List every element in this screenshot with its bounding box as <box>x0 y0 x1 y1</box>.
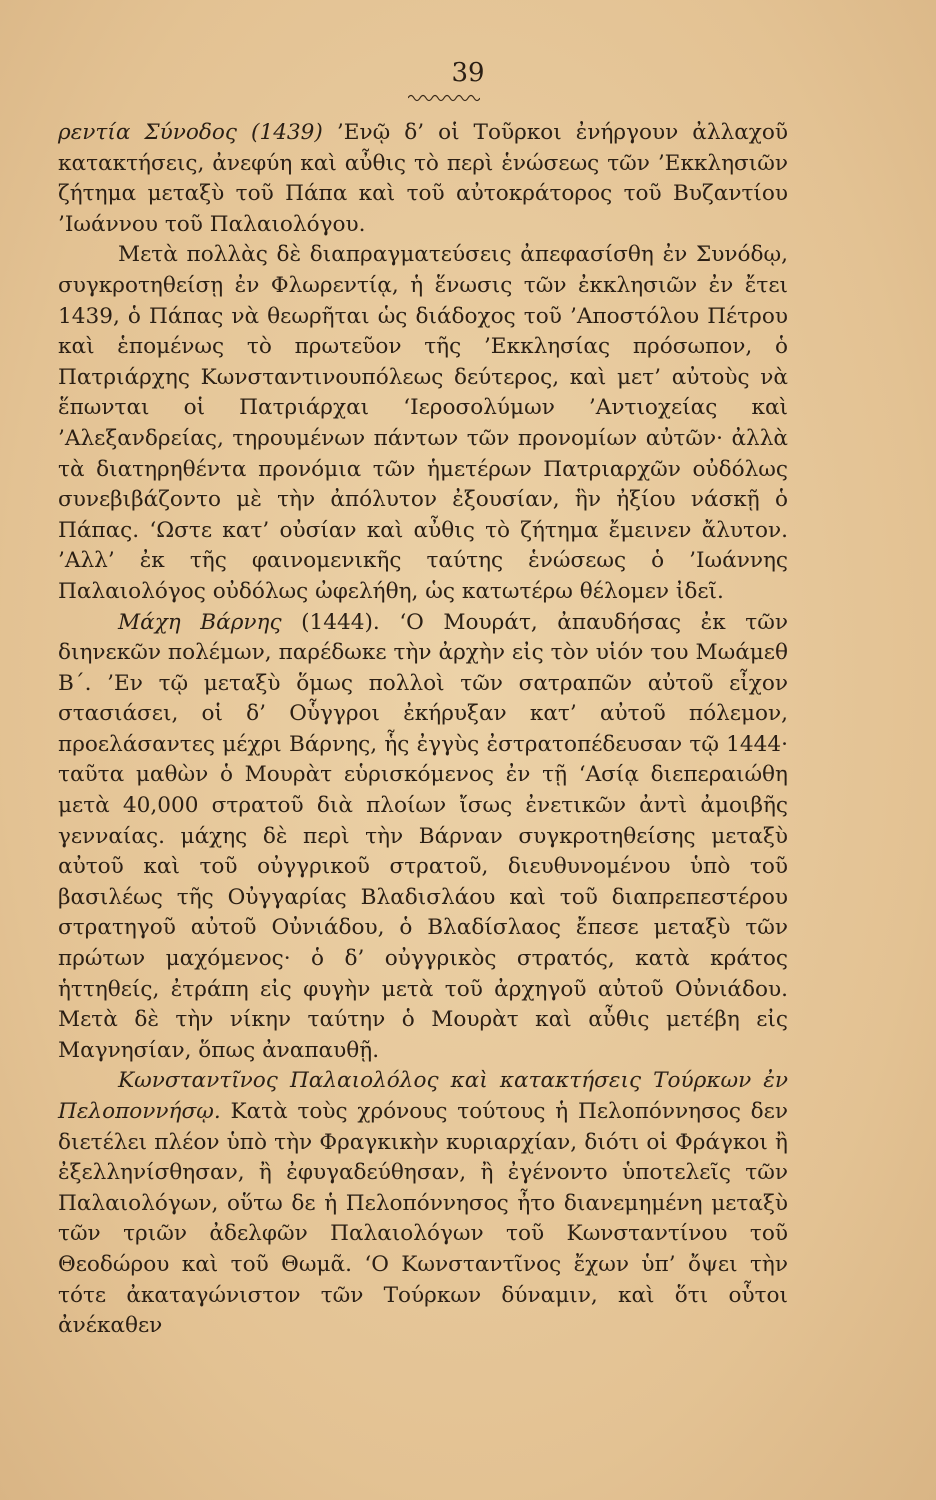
paragraph-heading: ρεντία Σύνοδος (1439) <box>58 120 323 145</box>
paragraph-text: (1444). ‘Ο Μουράτ, ἀπαυδήσας ἐκ τῶν διηνεκῶν πολέμων, παρέδωκε τὴν ἀρχὴν εἰς τὸν υἱόν του Μωάμεθ Β΄. ’Εν τῷ μεταξὺ ὅμως πολλοὶ τῶν σατραπῶν αὐτοῦ εἶχον στασιάσει, οἱ δ’ Οὗγγροι ἐκήρυξαν κατ’ αὐτοῦ πόλεμον, προελάσαντες μέχρι Βάρνης, ἧς ἐγγὺς ἐστρατοπέδευσαν τῷ 1444· ταῦτα μαθὼν ὁ Μουρὰτ εὑρισκόμενος ἐν τῇ ‘Ασίᾳ διεπεραιώθη μετὰ 40,000 στρατοῦ διὰ πλοίων ἴσως ἐνετικῶν ἀντὶ ἀμοιβῆς γενναίας. μάχης δὲ περὶ τὴν Βάρναν συγκροτηθείσης μεταξὺ αὐτοῦ καὶ τοῦ οὐγγρικοῦ στρατοῦ, διευθυνομένου ὑπὸ τοῦ βασιλέως τῆς Οὐγγαρίας Βλαδισλάου καὶ τοῦ διαπρεπεστέρου στρατηγοῦ αὐτοῦ Οὐνιάδου, ὁ Βλαδίσλαος ἔπεσε μεταξὺ τῶν πρώτων μαχόμενος· ὁ δ’ οὐγγρικὸς στρατός, κατὰ κράτος ἡττηθείς, ἐτράπη εἰς φυγὴν μετὰ τοῦ ἀρχηγοῦ αὐτοῦ Οὐνιάδου. Μετὰ δὲ τὴν νίκην ταύτην ὁ Μουρὰτ καὶ αὖθις μετέβη εἰς Μαγνησίαν, ὅπως ἀναπαυθῇ. <box>58 609 788 1063</box>
page-number: 39 <box>451 58 485 88</box>
wavy-ornament <box>408 92 480 104</box>
paragraph-union <box>58 240 788 607</box>
paragraph-constantine <box>58 1066 788 1341</box>
paragraph-florence-council <box>58 118 788 240</box>
body-text <box>58 118 788 1342</box>
paragraph-battle-varna <box>58 608 788 1067</box>
paragraph-text: ’Ενῷ δ’ οἱ Τοῦρκοι ἐνήργουν ἀλλαχοῦ κατακτήσεις, ἀνεφύη καὶ αὖθις τὸ περὶ ἑνώσεως τῶν ’Εκκλησιῶν ζήτημα μεταξὺ τοῦ Πάπα καὶ τοῦ αὐτοκράτορος τοῦ Βυζαντίου ’Ιωάννου τοῦ Παλαιολόγου. <box>58 120 788 237</box>
paragraph-heading: Μάχη Βάρνης <box>118 609 282 635</box>
paragraph-text: Κατὰ τοὺς χρόνους τούτους ἡ Πελοπόννησος δεν διετέλει πλέον ὑπὸ τὴν Φραγκικὴν κυριαρχίαν, διότι οἱ Φράγκοι ἢ ἐξελληνίσθησαν, ἢ ἐφυγαδεύθησαν, ἢ ἐγένοντο ὑποτελεῖς τῶν Παλαιολόγων, οὕτω δε ἡ Πελοπόννησος ἦτο διανεμημένη μεταξὺ τῶν τριῶν ἀδελφῶν Παλαιολόγων τοῦ Κωνσταντίνου τοῦ Θεοδώρου καὶ τοῦ Θωμᾶ. ‘Ο Κωνσταντῖνος ἔχων ὑπ’ ὄψει τὴν τότε ἀκαταγώνιστον τῶν Τούρκων δύναμιν, καὶ ὅτι οὗτοι ἀνέκαθεν <box>58 1099 788 1339</box>
paragraph-heading: Κωνσταντῖνος Παλαιολόλος καὶ κατακτήσεις Τούρκων ἐν Πελοποννήσῳ. <box>58 1068 788 1124</box>
paragraph-text: Μετὰ πολλὰς δὲ διαπραγματεύσεις ἀπεφασίσθη ἐν Συνόδῳ, συγκροτηθείσῃ ἐν Φλωρεντίᾳ, ἡ ἕνωσις τῶν ἐκκλησιῶν ἐν ἔτει 1439, ὁ Πάπας νὰ θεωρῆται ὡς διάδοχος τοῦ ’Αποστόλου Πέτρου καὶ ἑπομένως τὸ πρωτεῦον τῆς ’Εκκλησίας πρόσωπον, ὁ Πατριάρχης Κωνσταντινουπόλεως δεύτερος, καὶ μετ’ αὐτοὺς νὰ ἕπωνται οἱ Πατριάρχαι ‘Ιεροσολύμων ’Αντιοχείας καὶ ’Αλεξανδρείας, τηρουμένων πάντων τῶν προνομίων αὐτῶν· ἀλλὰ τὰ διατηρηθέντα προνόμια τῶν ἡμετέρων Πατριαρχῶν οὐδόλως συνεβιβάζοντο μὲ τὴν ἀπόλυτον ἐξουσίαν, ἣν ἠξίου νάσκῇ ὁ Πάπας. ‘Ωστε κατ’ οὐσίαν καὶ αὖθις τὸ ζήτημα ἔμεινεν ἄλυτον. ’Αλλ’ ἐκ τῆς φαινομενικῆς ταύτης ἑνώσεως ὁ ’Ιωάννης Παλαιολόγος οὐδόλως ὠφελήθη, ὡς κατωτέρω θέλομεν ἰδεῖ. <box>58 242 788 604</box>
